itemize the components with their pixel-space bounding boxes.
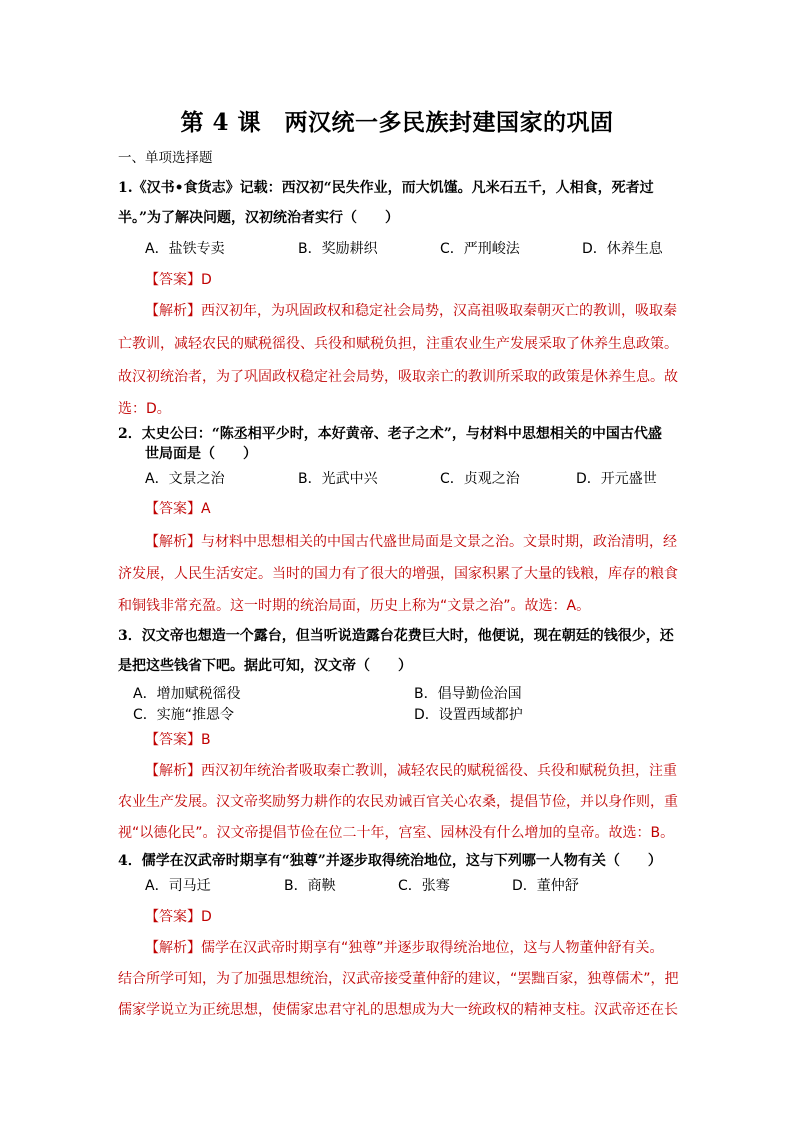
question-1-explanation-line-2: 亡教训，减轻农民的赋税徭役、兵役和赋税负担，注重农业生产发展采取了休养生息政策。 — [118, 336, 678, 352]
question-4-option-a: A．司马迁 — [145, 878, 211, 894]
question-1-stem-line-2: 半。”为了解决问题，汉初统治者实行（ ） — [118, 210, 400, 226]
question-1-stem-line-1: 1.《汉书•食货志》记载：西汉初“民失作业，而大饥馑。凡米石五千，人相食，死者过 — [118, 180, 654, 196]
question-4-option-c: C．张骞 — [398, 878, 450, 894]
question-3-option-d: D．设置西域都护 — [414, 707, 523, 723]
question-2-answer: 【答案】A — [145, 501, 211, 517]
question-1-explanation-line-1: 【解析】西汉初年，为巩固政权和稳定社会局势，汉高祖吸取秦朝灭亡的教训，吸取秦 — [145, 303, 677, 319]
quote-highlight: “罢黜百家，独尊儒术”，把 — [510, 971, 679, 987]
question-2-option-b: B．光武中兴 — [298, 471, 378, 487]
question-4-explanation-line-1: 【解析】儒学在汉武帝时期享有“独尊”并逐步取得统治地位，这与人物董仲舒有关。 — [145, 940, 664, 956]
question-1-explanation-line-4: 选：D。 — [118, 401, 171, 417]
question-3-explanation-line-2: 农业生产发展。汉文帝奖励努力耕作的农民劝诫百官关心农桑，提倡节俭，并以身作则，重 — [118, 794, 678, 810]
question-1-explanation-line-3: 故汉初统治者，为了巩固政权稳定社会局势，吸取亲亡的教训所采取的政策是休养生息。故 — [118, 369, 678, 385]
question-2-explanation-line-2: 济发展，人民生活安定。当时的国力有了很大的增强，国家积累了大量的钱粮，库存的粮食 — [118, 566, 678, 582]
question-3-option-c: C．实施“推恩令 — [133, 707, 235, 723]
question-1-answer: 【答案】D — [145, 272, 212, 288]
question-3-stem-line-2: 是把这些钱省下吧。据此可知，汉文帝（ ） — [118, 658, 412, 674]
question-1-option-a: A．盐铁专卖 — [145, 241, 225, 257]
question-3-option-a: A．增加赋税徭役 — [133, 686, 241, 702]
question-4-option-b: B．商鞅 — [284, 878, 336, 894]
question-1-option-c: C．严刑峻法 — [440, 241, 520, 257]
question-3-stem-line-1: 3．汉文帝也想造一个露台，但当听说造露台花费巨大时，他便说，现在朝廷的钱很少，还 — [118, 628, 674, 644]
question-3-explanation-line-3: 视“以德化民”。汉文帝提倡节俭在位二十年，宫室、园林没有什么增加的皇帝。故选：B。 — [118, 825, 675, 841]
question-4-stem-line-1: 4．儒学在汉武帝时期享有“独尊”并逐步取得统治地位，这与下列哪一人物有关（ ） — [118, 853, 662, 869]
question-2-option-a: A．文景之治 — [145, 471, 225, 487]
question-2-stem-line-1: 2．太史公曰：“陈丞相平少时，本好黄帝、老子之术”，与材料中思想相关的中国古代盛 — [118, 426, 662, 442]
question-4-answer: 【答案】D — [145, 909, 212, 925]
question-1-option-d: D．休养生息 — [582, 241, 663, 257]
question-2-option-d: D．开元盛世 — [576, 471, 657, 487]
question-2-stem-line-2: 世局面是（ ） — [145, 446, 257, 462]
question-4-option-d: D．董仲舒 — [512, 878, 579, 894]
section-heading: 一、单项选择题 — [118, 150, 213, 166]
question-2-explanation-line-1: 【解析】与材料中思想相关的中国古代盛世局面是文景之治。文景时期，政治清明，经 — [145, 534, 677, 550]
question-4-explanation-line-3: 儒家学说立为正统思想，使儒家忠君守礼的思想成为大一统政权的精神支柱。汉武帝还在长 — [118, 1002, 678, 1018]
question-4-explanation-line-2: 结合所学可知，为了加强思想统治，汉武帝接受董仲舒的建议，“罢黜百家，独尊儒术”，把 — [118, 971, 679, 987]
question-2-explanation-line-3: 和铜钱非常充盈。这一时期的统治局面，历史上称为“文景之治”。故选：A。 — [118, 598, 591, 614]
page-title: 第 4 课 两汉统一多民族封建国家的巩固 — [180, 109, 614, 136]
question-3-answer: 【答案】B — [145, 732, 211, 748]
question-2-option-c: C．贞观之治 — [440, 471, 520, 487]
question-3-option-b: B．倡导勤俭治国 — [414, 686, 522, 702]
question-3-explanation-line-1: 【解析】西汉初年统治者吸取秦亡教训，减轻农民的赋税徭役、兵役和赋税负担，注重 — [145, 763, 677, 779]
question-1-option-b: B．奖励耕织 — [298, 241, 378, 257]
